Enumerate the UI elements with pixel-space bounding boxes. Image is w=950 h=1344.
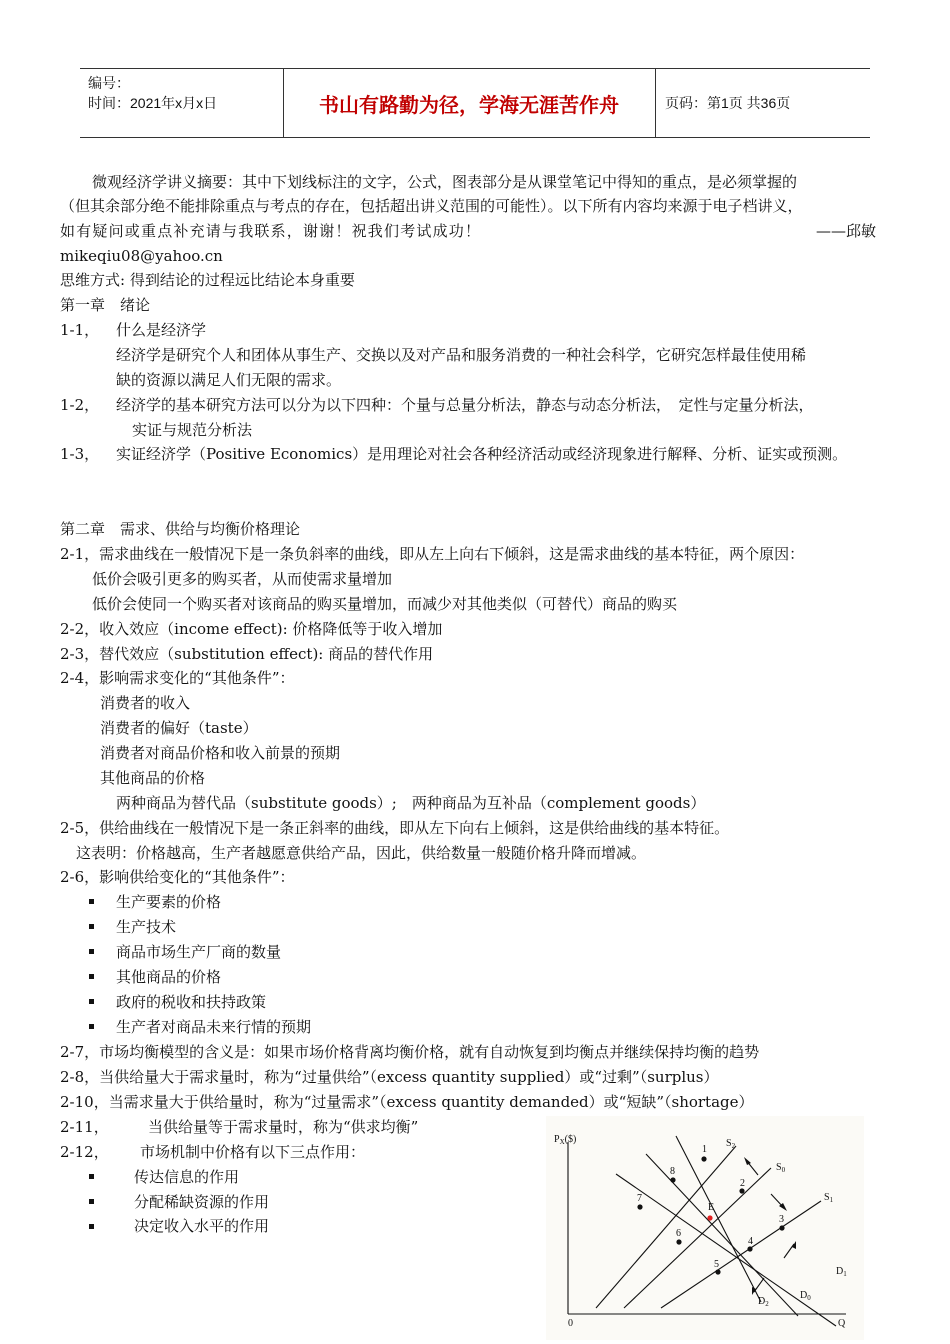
- label-point-8: 8: [670, 1166, 675, 1177]
- header-divider: [655, 69, 656, 137]
- item-text: 2-2，收入效应（income effect): 价格降低等于收入增加: [60, 620, 443, 638]
- intro-line: 微观经济学讲义摘要：其中下划线标注的文字，公式，图表部分是从课堂笔记中得知的重点，是必须掌握的: [92, 173, 798, 191]
- item-text: 这表明：价格越高，生产者越愿意供给产品，因此，供给数量一般随价格升降而增减。: [76, 844, 647, 862]
- page-header: [80, 68, 870, 138]
- number-label: 编号：: [88, 75, 130, 91]
- intro-line: （但其余部分绝不能排除重点与考点的存在，包括超出讲义范围的可能性）。以下所有内容均来源于电子档讲义，: [60, 197, 803, 215]
- item-text: 消费者对商品价格和收入前景的预期: [100, 744, 341, 762]
- item-text: 2-7，市场均衡模型的含义是：如果市场价格背离均衡价格，就有自动恢复到均衡点并继续保持均衡的趋势: [60, 1043, 760, 1061]
- item-text: 低价会使同一个购买者对该商品的购买量增加，而减少对其他类似（可替代）商品的购买: [92, 595, 678, 613]
- bullet-icon: [89, 1224, 94, 1229]
- time-label: 时间：2021年x月x日: [88, 95, 218, 111]
- bullet-icon: [89, 1199, 94, 1204]
- item-text: 什么是经济学: [116, 321, 207, 339]
- label-point-2: 2: [740, 1178, 745, 1189]
- bullet-icon: [89, 899, 94, 904]
- list-item: 决定收入水平的作用: [134, 1217, 270, 1235]
- label-d0: $D_0$: [800, 1290, 811, 1302]
- label-point-5: 5: [714, 1259, 719, 1270]
- label-point-1: 1: [702, 1144, 707, 1155]
- list-item: 传达信息的作用: [134, 1168, 240, 1186]
- chapter-title: 第二章 需求、供给与均衡价格理论: [60, 520, 301, 538]
- label-s2: $S_2$: [726, 1138, 736, 1150]
- x-axis-label: Q: [838, 1318, 846, 1329]
- equilibrium-point: [707, 1215, 712, 1220]
- supply-demand-figure: [546, 1116, 864, 1340]
- label-d2: $D_2$: [758, 1296, 769, 1308]
- point-3: [779, 1225, 784, 1230]
- item-text: 消费者的收入: [100, 694, 191, 712]
- item-text: 其他商品的价格: [100, 769, 206, 787]
- list-item: 政府的税收和扶持政策: [116, 993, 267, 1011]
- item-text: 当供给量等于需求量时，称为“供求均衡”: [148, 1118, 419, 1136]
- point-8: [670, 1177, 675, 1182]
- label-s1: $S_1$: [824, 1192, 834, 1204]
- label-e: E: [708, 1202, 715, 1213]
- item-text: 消费者的偏好（taste）: [100, 719, 258, 737]
- bullet-icon: [89, 1174, 94, 1179]
- author-name: ——邱敏: [816, 222, 877, 240]
- item-text: 2-3，替代效应（substitution effect): 商品的替代作用: [60, 645, 434, 663]
- label-point-3: 3: [779, 1214, 784, 1225]
- label-d1: $D_1$: [836, 1266, 847, 1278]
- list-item: 分配稀缺资源的作用: [134, 1193, 270, 1211]
- item-text: 2-5，供给曲线在一般情况下是一条正斜率的曲线，即从左下向右上倾斜，这是供给曲线的基本特征。: [60, 819, 730, 837]
- origin-label: 0: [568, 1318, 573, 1329]
- y-axis-label: $P_X(\$)$: [554, 1134, 577, 1146]
- item-number: 2-12，: [60, 1143, 109, 1161]
- bullet-icon: [89, 949, 94, 954]
- point-7: [637, 1204, 642, 1209]
- list-item: 商品市场生产厂商的数量: [116, 943, 282, 961]
- label-point-4: 4: [748, 1236, 753, 1247]
- chapter-title: 第一章 绪论: [60, 296, 151, 314]
- item-number: 1-3，: [60, 445, 100, 463]
- item-text: 低价会吸引更多的购买者，从而使需求量增加: [92, 570, 393, 588]
- list-item: 生产者对商品未来行情的预期: [116, 1018, 312, 1036]
- bullet-icon: [89, 999, 94, 1004]
- intro-line: 如有疑问或重点补充请与我联系，谢谢！祝我们考试成功！: [60, 222, 482, 240]
- item-text: 经济学是研究个人和团体从事生产、交换以及对产品和服务消费的一种社会科学，它研究怎样最佳使用稀: [116, 346, 807, 364]
- point-1: [701, 1156, 706, 1161]
- bullet-icon: [89, 1024, 94, 1029]
- label-s0: $S_0$: [776, 1162, 786, 1174]
- author-email: mikeqiu08@yahoo.cn: [60, 247, 223, 265]
- list-item: 生产技术: [116, 918, 177, 936]
- thinking-note: 思维方式: 得到结论的过程远比结论本身重要: [60, 271, 355, 289]
- point-5: [715, 1269, 720, 1274]
- item-text: 2-10，当需求量大于供给量时，称为“过量需求”（excess quantity demanded）或“短缺”（shortage）: [60, 1093, 754, 1111]
- item-text: 市场机制中价格有以下三点作用：: [140, 1143, 366, 1161]
- label-point-7: 7: [637, 1193, 642, 1204]
- item-number: 1-2，: [60, 396, 100, 414]
- point-6: [676, 1239, 681, 1244]
- item-text: 两种商品为替代品（substitute goods）; 两种商品为互补品（complement goods）: [116, 794, 706, 812]
- item-number: 2-11，: [60, 1118, 109, 1136]
- item-text: 实证经济学（Positive Economics）是用理论对社会各种经济活动或经济现象进行解释、分析、证实或预测。: [116, 445, 848, 463]
- list-item: 其他商品的价格: [116, 968, 222, 986]
- page-info: 页码：第1页 共36页: [665, 95, 791, 111]
- list-item: 生产要素的价格: [116, 893, 222, 911]
- bullet-icon: [89, 974, 94, 979]
- label-point-6: 6: [676, 1228, 681, 1239]
- item-text: 2-4，影响需求变化的“其他条件”：: [60, 669, 295, 687]
- header-motto: 书山有路勤为径，学海无涯苦作舟: [319, 92, 619, 117]
- item-text: 经济学的基本研究方法可以分为以下四种：个量与总量分析法，静态与动态分析法， 定性与定量分析法，: [116, 396, 814, 414]
- item-text: 2-6，影响供给变化的“其他条件”：: [60, 868, 295, 886]
- item-text: 缺的资源以满足人们无限的需求。: [116, 371, 342, 389]
- item-text: 2-1，需求曲线在一般情况下是一条负斜率的曲线，即从左上向右下倾斜，这是需求曲线的基本特征，两个原因：: [60, 545, 805, 563]
- item-text: 实证与规范分析法: [132, 421, 253, 439]
- item-text: 2-8，当供给量大于需求量时，称为“过量供给”（excess quantity supplied）或“过剩”（surplus）: [60, 1068, 719, 1086]
- item-number: 1-1，: [60, 321, 100, 339]
- point-4: [747, 1246, 752, 1251]
- bullet-icon: [89, 924, 94, 929]
- header-meta: [88, 73, 217, 113]
- point-2: [739, 1188, 744, 1193]
